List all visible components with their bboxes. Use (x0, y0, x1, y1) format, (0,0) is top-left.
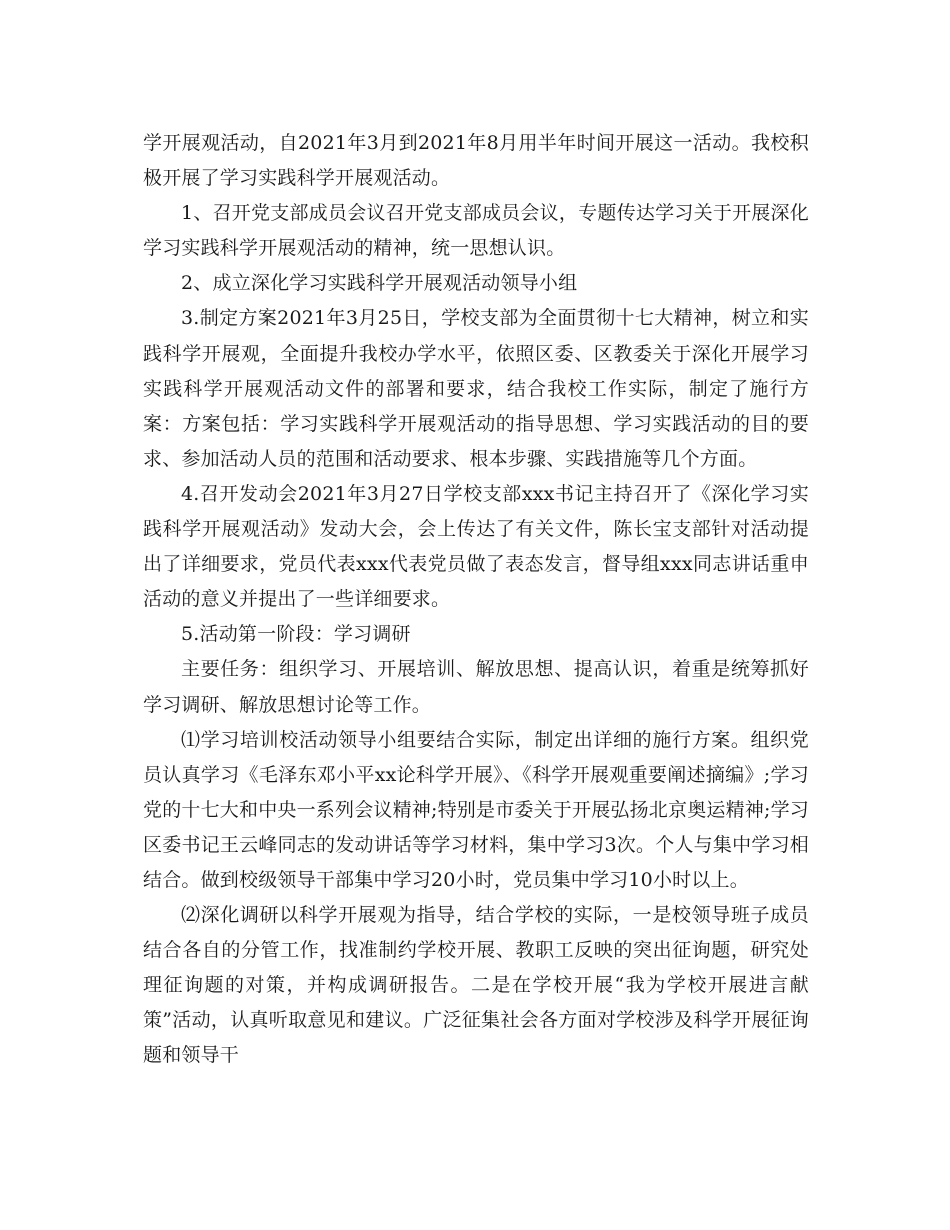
paragraph-study-training: ⑴学习培训校活动领导小组要结合实际，制定出详细的施行方案。组织党员认真学习《毛泽东邓小平xx论科学开展》、《科学开展观重要阐述摘编》;学习党的十七大和中央一系列会议精神;特别是市委关于开展弘扬北京奥运精神;学习区委书记王云峰同志的发动讲话等学习材料，集中学习3次。个人与集中学习相结合。做到校级领导干部集中学习20小时，党员集中学习10小时以上。 (143, 728, 810, 891)
paragraph-intro: 学开展观活动，自2021年3月到2021年8月用半年时间开展这一活动。我校积极开展了学习实践科学开展观活动。 (143, 132, 809, 190)
paragraph-item-5: 5.活动第一阶段：学习调研 (181, 623, 411, 646)
paragraph-item-2: 2、成立深化学习实践科学开展观活动领导小组 (181, 272, 578, 295)
paragraph-item-3: 3.制定方案2021年3月25日，学校支部为全面贯彻十七大精神，树立和实践科学开展观，全面提升我校办学水平，依照区委、区教委关于深化开展学习实践科学开展观活动文件的部署和要求，结合我校工作实际，制定了施行方案：方案包括：学习实践科学开展观活动的指导思想、学习实践活动的目的要求、参加活动人员的范围和活动要求、根本步骤、实践措施等几个方面。 (143, 307, 809, 470)
paragraph-main-tasks: 主要任务：组织学习、开展培训、解放思想、提高认识，着重是统筹抓好学习调研、解放思想讨论等工作。 (143, 658, 809, 716)
paragraph-item-4: 4.召开发动会2021年3月27日学校支部xxx书记主持召开了《深化学习实践科学开展观活动》发动大会，会上传达了有关文件，陈长宝支部针对活动提出了详细要求，党员代表xxx代表党员做了表态发言，督导组xxx同志讲话重申活动的意义并提出了一些详细要求。 (143, 482, 809, 611)
document-body (143, 126, 809, 1074)
paragraph-in-depth-research: ⑵深化调研以科学开展观为指导，结合学校的实际，一是校领导班子成员结合各自的分管工作，找准制约学校开展、教职工反映的突出征询题，研究处理征询题的对策，并构成调研报告。二是在学校开展“我为学校开展进言献策”活动，认真听取意见和建议。广泛征集社会各方面对学校涉及科学开展征询题和领导干 (143, 904, 809, 1067)
paragraph-item-1: 1、召开党支部成员会议召开党支部成员会议，专题传达学习关于开展深化学习实践科学开展观活动的精神，统一思想认识。 (143, 202, 809, 260)
